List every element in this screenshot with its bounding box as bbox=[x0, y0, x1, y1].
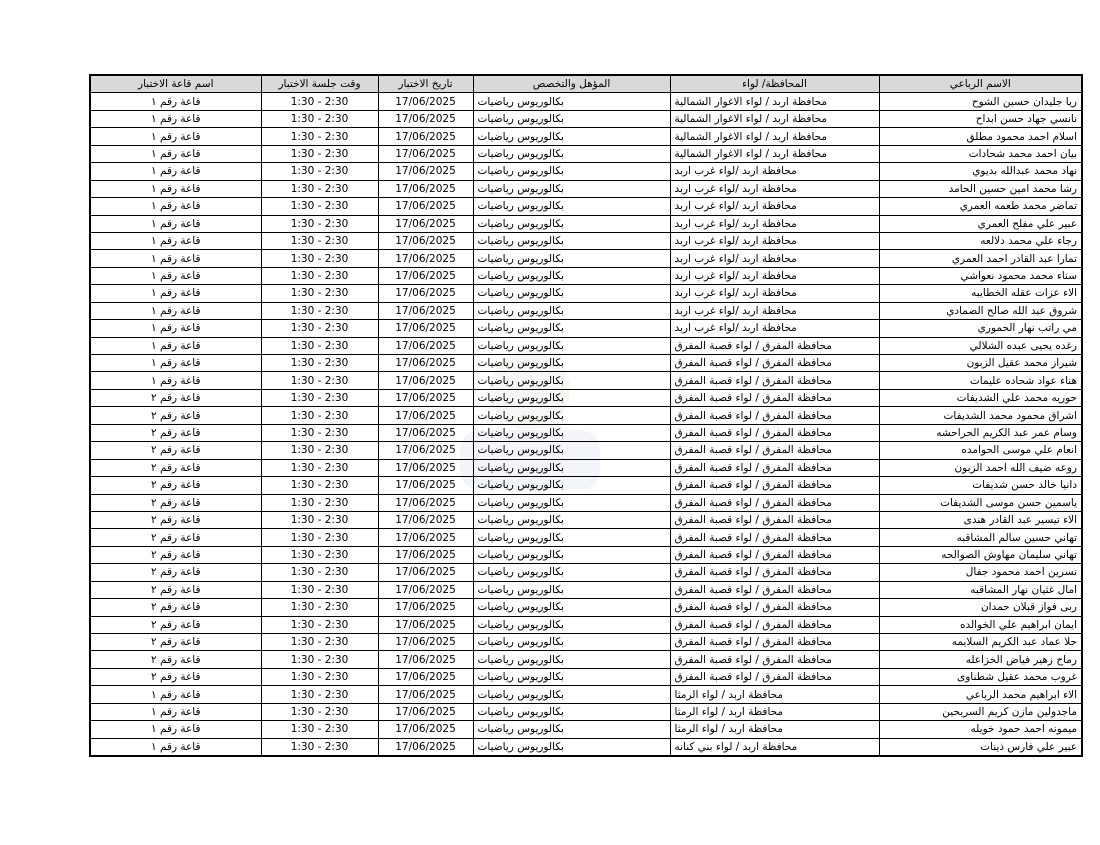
cell-time: 1:30 - 2:30 bbox=[261, 250, 378, 267]
cell-hall: قاعة رقم ٢ bbox=[90, 634, 261, 651]
cell-name: تماضر محمد طعمه العمري bbox=[879, 198, 1082, 215]
cell-qualification: بكالوريوس رياضيات bbox=[473, 738, 670, 756]
cell-governorate: محافظة اربد / لواء الرمثا bbox=[670, 686, 879, 703]
cell-name: ربى فواز قبلان حمدان bbox=[879, 599, 1082, 616]
cell-name: اشراق محمود محمد الشديفات bbox=[879, 407, 1082, 424]
cell-time: 1:30 - 2:30 bbox=[261, 267, 378, 284]
cell-hall: قاعة رقم ١ bbox=[90, 215, 261, 232]
table-row bbox=[90, 180, 1082, 197]
cell-governorate: محافظة المفرق / لواء قصبة المفرق bbox=[670, 389, 879, 406]
cell-time: 1:30 - 2:30 bbox=[261, 668, 378, 685]
cell-hall: قاعة رقم ١ bbox=[90, 721, 261, 738]
table-row bbox=[90, 686, 1082, 703]
cell-governorate: محافظة المفرق / لواء قصبة المفرق bbox=[670, 355, 879, 372]
cell-date: 17/06/2025 bbox=[378, 668, 473, 685]
cell-qualification: بكالوريوس رياضيات bbox=[473, 424, 670, 441]
cell-hall: قاعة رقم ١ bbox=[90, 232, 261, 249]
cell-date: 17/06/2025 bbox=[378, 215, 473, 232]
header-name: الاسم الرباعي bbox=[879, 75, 1082, 93]
cell-qualification: بكالوريوس رياضيات bbox=[473, 581, 670, 598]
cell-qualification: بكالوريوس رياضيات bbox=[473, 302, 670, 319]
header-qualification: المؤهل والتخصص bbox=[473, 75, 670, 93]
cell-qualification: بكالوريوس رياضيات bbox=[473, 145, 670, 162]
cell-time: 1:30 - 2:30 bbox=[261, 511, 378, 528]
cell-time: 1:30 - 2:30 bbox=[261, 372, 378, 389]
cell-date: 17/06/2025 bbox=[378, 581, 473, 598]
cell-name: مي راتب نهار الحموري bbox=[879, 320, 1082, 337]
cell-date: 17/06/2025 bbox=[378, 407, 473, 424]
header-governorate: المحافظة/ لواء bbox=[670, 75, 879, 93]
cell-hall: قاعة رقم ١ bbox=[90, 686, 261, 703]
cell-hall: قاعة رقم ٢ bbox=[90, 389, 261, 406]
cell-governorate: محافظة اربد /لواء غرب اربد bbox=[670, 180, 879, 197]
cell-name: رجاء علي محمد دلالعه bbox=[879, 232, 1082, 249]
cell-name: الاء ابراهيم محمد الرباعي bbox=[879, 686, 1082, 703]
cell-name: ايمان ابراهيم علي الخوالده bbox=[879, 616, 1082, 633]
cell-qualification: بكالوريوس رياضيات bbox=[473, 477, 670, 494]
cell-time: 1:30 - 2:30 bbox=[261, 738, 378, 756]
table-row bbox=[90, 198, 1082, 215]
cell-time: 1:30 - 2:30 bbox=[261, 616, 378, 633]
cell-qualification: بكالوريوس رياضيات bbox=[473, 668, 670, 685]
cell-governorate: محافظة المفرق / لواء قصبة المفرق bbox=[670, 529, 879, 546]
cell-governorate: محافظة المفرق / لواء قصبة المفرق bbox=[670, 668, 879, 685]
cell-time: 1:30 - 2:30 bbox=[261, 599, 378, 616]
cell-name: حلا عماد عبد الكريم السلايمه bbox=[879, 634, 1082, 651]
cell-hall: قاعة رقم ١ bbox=[90, 110, 261, 127]
cell-qualification: بكالوريوس رياضيات bbox=[473, 93, 670, 110]
cell-name: عبير علي فارس ذينات bbox=[879, 738, 1082, 756]
table-row bbox=[90, 128, 1082, 145]
cell-time: 1:30 - 2:30 bbox=[261, 215, 378, 232]
cell-date: 17/06/2025 bbox=[378, 599, 473, 616]
cell-governorate: محافظة المفرق / لواء قصبة المفرق bbox=[670, 442, 879, 459]
cell-time: 1:30 - 2:30 bbox=[261, 546, 378, 563]
cell-name: ياسمين حسن موسى الشديفات bbox=[879, 494, 1082, 511]
cell-date: 17/06/2025 bbox=[378, 163, 473, 180]
cell-governorate: محافظة اربد /لواء غرب اربد bbox=[670, 267, 879, 284]
cell-hall: قاعة رقم ٢ bbox=[90, 442, 261, 459]
table-row bbox=[90, 285, 1082, 302]
cell-date: 17/06/2025 bbox=[378, 145, 473, 162]
cell-date: 17/06/2025 bbox=[378, 302, 473, 319]
cell-governorate: محافظة المفرق / لواء قصبة المفرق bbox=[670, 564, 879, 581]
cell-date: 17/06/2025 bbox=[378, 232, 473, 249]
cell-governorate: محافظة اربد / لواء الاغوار الشمالية bbox=[670, 128, 879, 145]
cell-qualification: بكالوريوس رياضيات bbox=[473, 564, 670, 581]
cell-name: الاء تيسير عبد القادر هندى bbox=[879, 511, 1082, 528]
exam-schedule-table bbox=[89, 74, 1083, 757]
cell-qualification: بكالوريوس رياضيات bbox=[473, 634, 670, 651]
table-row bbox=[90, 738, 1082, 756]
cell-name: نسرين احمد محمود جفال bbox=[879, 564, 1082, 581]
cell-time: 1:30 - 2:30 bbox=[261, 721, 378, 738]
cell-time: 1:30 - 2:30 bbox=[261, 686, 378, 703]
cell-time: 1:30 - 2:30 bbox=[261, 93, 378, 110]
cell-time: 1:30 - 2:30 bbox=[261, 581, 378, 598]
cell-governorate: محافظة المفرق / لواء قصبة المفرق bbox=[670, 337, 879, 354]
cell-date: 17/06/2025 bbox=[378, 459, 473, 476]
table-body bbox=[90, 93, 1082, 756]
cell-hall: قاعة رقم ١ bbox=[90, 355, 261, 372]
table-row bbox=[90, 564, 1082, 581]
cell-name: دانيا خالد حسن شديفات bbox=[879, 477, 1082, 494]
cell-hall: قاعة رقم ١ bbox=[90, 337, 261, 354]
table-row bbox=[90, 494, 1082, 511]
cell-time: 1:30 - 2:30 bbox=[261, 494, 378, 511]
cell-governorate: محافظة المفرق / لواء قصبة المفرق bbox=[670, 459, 879, 476]
cell-date: 17/06/2025 bbox=[378, 320, 473, 337]
cell-qualification: بكالوريوس رياضيات bbox=[473, 651, 670, 668]
cell-qualification: بكالوريوس رياضيات bbox=[473, 686, 670, 703]
cell-hall: قاعة رقم ١ bbox=[90, 372, 261, 389]
cell-date: 17/06/2025 bbox=[378, 511, 473, 528]
table-row bbox=[90, 546, 1082, 563]
cell-governorate: محافظة المفرق / لواء قصبة المفرق bbox=[670, 634, 879, 651]
cell-hall: قاعة رقم ٢ bbox=[90, 529, 261, 546]
table-header-row bbox=[90, 75, 1082, 93]
cell-hall: قاعة رقم ٢ bbox=[90, 616, 261, 633]
cell-time: 1:30 - 2:30 bbox=[261, 232, 378, 249]
cell-time: 1:30 - 2:30 bbox=[261, 634, 378, 651]
cell-hall: قاعة رقم ١ bbox=[90, 180, 261, 197]
table-row bbox=[90, 337, 1082, 354]
table-row bbox=[90, 477, 1082, 494]
cell-name: شروق عبد الله صالح الصمادي bbox=[879, 302, 1082, 319]
cell-name: رشا محمد امين حسين الحامد bbox=[879, 180, 1082, 197]
cell-qualification: بكالوريوس رياضيات bbox=[473, 267, 670, 284]
cell-time: 1:30 - 2:30 bbox=[261, 163, 378, 180]
cell-name: وسام عمر عبد الكريم الحراحشه bbox=[879, 424, 1082, 441]
cell-time: 1:30 - 2:30 bbox=[261, 302, 378, 319]
cell-date: 17/06/2025 bbox=[378, 442, 473, 459]
header-hall: اسم قاعة الاختبار bbox=[90, 75, 261, 93]
cell-hall: قاعة رقم ٢ bbox=[90, 651, 261, 668]
table-row bbox=[90, 651, 1082, 668]
cell-date: 17/06/2025 bbox=[378, 721, 473, 738]
cell-name: تهاني سليمان مهاوش الصوالحه bbox=[879, 546, 1082, 563]
cell-name: بيان احمد محمد شحادات bbox=[879, 145, 1082, 162]
cell-name: رماح زهير فياض الخزاعله bbox=[879, 651, 1082, 668]
cell-governorate: محافظة اربد /لواء غرب اربد bbox=[670, 163, 879, 180]
cell-name: روعه ضيف الله احمد الزبون bbox=[879, 459, 1082, 476]
cell-time: 1:30 - 2:30 bbox=[261, 459, 378, 476]
cell-name: الاء عزات عقله الخطايبه bbox=[879, 285, 1082, 302]
cell-hall: قاعة رقم ١ bbox=[90, 703, 261, 720]
cell-date: 17/06/2025 bbox=[378, 686, 473, 703]
cell-hall: قاعة رقم ٢ bbox=[90, 564, 261, 581]
cell-time: 1:30 - 2:30 bbox=[261, 145, 378, 162]
cell-hall: قاعة رقم ٢ bbox=[90, 459, 261, 476]
cell-name: اسلام احمد محمود مطلق bbox=[879, 128, 1082, 145]
table-row bbox=[90, 703, 1082, 720]
cell-qualification: بكالوريوس رياضيات bbox=[473, 407, 670, 424]
cell-governorate: محافظة اربد /لواء غرب اربد bbox=[670, 198, 879, 215]
cell-date: 17/06/2025 bbox=[378, 198, 473, 215]
cell-name: هناء عواد شحاده عليمات bbox=[879, 372, 1082, 389]
cell-date: 17/06/2025 bbox=[378, 634, 473, 651]
cell-governorate: محافظة اربد /لواء غرب اربد bbox=[670, 320, 879, 337]
cell-time: 1:30 - 2:30 bbox=[261, 389, 378, 406]
cell-qualification: بكالوريوس رياضيات bbox=[473, 703, 670, 720]
cell-hall: قاعة رقم ٢ bbox=[90, 581, 261, 598]
cell-governorate: محافظة المفرق / لواء قصبة المفرق bbox=[670, 494, 879, 511]
cell-governorate: محافظة اربد / لواء الاغوار الشمالية bbox=[670, 110, 879, 127]
cell-qualification: بكالوريوس رياضيات bbox=[473, 250, 670, 267]
cell-governorate: محافظة المفرق / لواء قصبة المفرق bbox=[670, 616, 879, 633]
table-row bbox=[90, 215, 1082, 232]
cell-qualification: بكالوريوس رياضيات bbox=[473, 163, 670, 180]
table-row bbox=[90, 110, 1082, 127]
cell-name: ريا جليدان حسين الشوح bbox=[879, 93, 1082, 110]
cell-hall: قاعة رقم ١ bbox=[90, 250, 261, 267]
cell-qualification: بكالوريوس رياضيات bbox=[473, 494, 670, 511]
cell-date: 17/06/2025 bbox=[378, 651, 473, 668]
cell-hall: قاعة رقم ٢ bbox=[90, 494, 261, 511]
cell-qualification: بكالوريوس رياضيات bbox=[473, 337, 670, 354]
cell-date: 17/06/2025 bbox=[378, 738, 473, 756]
cell-date: 17/06/2025 bbox=[378, 616, 473, 633]
cell-date: 17/06/2025 bbox=[378, 110, 473, 127]
cell-hall: قاعة رقم ١ bbox=[90, 163, 261, 180]
cell-qualification: بكالوريوس رياضيات bbox=[473, 232, 670, 249]
cell-governorate: محافظة اربد /لواء غرب اربد bbox=[670, 232, 879, 249]
cell-hall: قاعة رقم ١ bbox=[90, 145, 261, 162]
cell-date: 17/06/2025 bbox=[378, 564, 473, 581]
cell-time: 1:30 - 2:30 bbox=[261, 424, 378, 441]
cell-date: 17/06/2025 bbox=[378, 180, 473, 197]
cell-qualification: بكالوريوس رياضيات bbox=[473, 180, 670, 197]
cell-name: عبير علي مفلح العمري bbox=[879, 215, 1082, 232]
cell-hall: قاعة رقم ٢ bbox=[90, 546, 261, 563]
cell-governorate: محافظة اربد / لواء بني كنانه bbox=[670, 738, 879, 756]
cell-qualification: بكالوريوس رياضيات bbox=[473, 599, 670, 616]
cell-name: امال غثيان نهار المشاقبه bbox=[879, 581, 1082, 598]
cell-time: 1:30 - 2:30 bbox=[261, 407, 378, 424]
table-row bbox=[90, 721, 1082, 738]
cell-name: نهاد محمد عبدالله بديوي bbox=[879, 163, 1082, 180]
cell-qualification: بكالوريوس رياضيات bbox=[473, 529, 670, 546]
cell-qualification: بكالوريوس رياضيات bbox=[473, 616, 670, 633]
cell-time: 1:30 - 2:30 bbox=[261, 529, 378, 546]
cell-date: 17/06/2025 bbox=[378, 128, 473, 145]
cell-hall: قاعة رقم ٢ bbox=[90, 599, 261, 616]
cell-name: ماجدولين مازن كريم السريحين bbox=[879, 703, 1082, 720]
cell-name: نانسي جهاد حسن ابداح bbox=[879, 110, 1082, 127]
cell-time: 1:30 - 2:30 bbox=[261, 110, 378, 127]
table-row bbox=[90, 511, 1082, 528]
cell-time: 1:30 - 2:30 bbox=[261, 337, 378, 354]
cell-hall: قاعة رقم ١ bbox=[90, 198, 261, 215]
cell-hall: قاعة رقم ٢ bbox=[90, 407, 261, 424]
cell-date: 17/06/2025 bbox=[378, 267, 473, 284]
cell-time: 1:30 - 2:30 bbox=[261, 651, 378, 668]
table-row bbox=[90, 424, 1082, 441]
table-row bbox=[90, 320, 1082, 337]
header-time: وقت جلسة الاختبار bbox=[261, 75, 378, 93]
cell-qualification: بكالوريوس رياضيات bbox=[473, 372, 670, 389]
cell-time: 1:30 - 2:30 bbox=[261, 703, 378, 720]
cell-hall: قاعة رقم ٢ bbox=[90, 511, 261, 528]
cell-name: تمارا عبد القادر احمد العمري bbox=[879, 250, 1082, 267]
cell-time: 1:30 - 2:30 bbox=[261, 285, 378, 302]
cell-governorate: محافظة المفرق / لواء قصبة المفرق bbox=[670, 407, 879, 424]
cell-name: شيراز محمد عقيل الزبون bbox=[879, 355, 1082, 372]
cell-date: 17/06/2025 bbox=[378, 424, 473, 441]
cell-time: 1:30 - 2:30 bbox=[261, 320, 378, 337]
cell-qualification: بكالوريوس رياضيات bbox=[473, 459, 670, 476]
cell-governorate: محافظة اربد / لواء الرمثا bbox=[670, 721, 879, 738]
cell-governorate: محافظة المفرق / لواء قصبة المفرق bbox=[670, 581, 879, 598]
cell-name: رغده يحيى عبده الشلالي bbox=[879, 337, 1082, 354]
cell-date: 17/06/2025 bbox=[378, 285, 473, 302]
cell-hall: قاعة رقم ١ bbox=[90, 93, 261, 110]
table-row bbox=[90, 668, 1082, 685]
table-row bbox=[90, 634, 1082, 651]
cell-governorate: محافظة المفرق / لواء قصبة المفرق bbox=[670, 477, 879, 494]
cell-date: 17/06/2025 bbox=[378, 546, 473, 563]
table-row bbox=[90, 232, 1082, 249]
cell-name: حوريه محمد علي الشديفات bbox=[879, 389, 1082, 406]
cell-name: غروب محمد عقيل شطناوى bbox=[879, 668, 1082, 685]
cell-date: 17/06/2025 bbox=[378, 389, 473, 406]
cell-governorate: محافظة المفرق / لواء قصبة المفرق bbox=[670, 599, 879, 616]
header-date: تاريخ الاختبار bbox=[378, 75, 473, 93]
cell-name: انعام علي موسى الحوامده bbox=[879, 442, 1082, 459]
cell-qualification: بكالوريوس رياضيات bbox=[473, 389, 670, 406]
table-row bbox=[90, 442, 1082, 459]
cell-hall: قاعة رقم ١ bbox=[90, 285, 261, 302]
cell-qualification: بكالوريوس رياضيات bbox=[473, 355, 670, 372]
cell-qualification: بكالوريوس رياضيات bbox=[473, 546, 670, 563]
table-row bbox=[90, 616, 1082, 633]
cell-qualification: بكالوريوس رياضيات bbox=[473, 128, 670, 145]
cell-qualification: بكالوريوس رياضيات bbox=[473, 285, 670, 302]
cell-governorate: محافظة اربد /لواء غرب اربد bbox=[670, 215, 879, 232]
cell-qualification: بكالوريوس رياضيات bbox=[473, 511, 670, 528]
cell-date: 17/06/2025 bbox=[378, 372, 473, 389]
cell-date: 17/06/2025 bbox=[378, 703, 473, 720]
cell-date: 17/06/2025 bbox=[378, 337, 473, 354]
cell-time: 1:30 - 2:30 bbox=[261, 442, 378, 459]
cell-time: 1:30 - 2:30 bbox=[261, 355, 378, 372]
cell-qualification: بكالوريوس رياضيات bbox=[473, 215, 670, 232]
cell-hall: قاعة رقم ١ bbox=[90, 267, 261, 284]
cell-governorate: محافظة اربد /لواء غرب اربد bbox=[670, 285, 879, 302]
table-row bbox=[90, 389, 1082, 406]
table-row bbox=[90, 372, 1082, 389]
cell-qualification: بكالوريوس رياضيات bbox=[473, 198, 670, 215]
cell-governorate: محافظة اربد /لواء غرب اربد bbox=[670, 302, 879, 319]
cell-hall: قاعة رقم ١ bbox=[90, 128, 261, 145]
cell-name: سناء محمد محمود نعواشي bbox=[879, 267, 1082, 284]
cell-governorate: محافظة اربد /لواء غرب اربد bbox=[670, 250, 879, 267]
table-row bbox=[90, 250, 1082, 267]
table-row bbox=[90, 163, 1082, 180]
cell-hall: قاعة رقم ١ bbox=[90, 738, 261, 756]
cell-date: 17/06/2025 bbox=[378, 355, 473, 372]
cell-governorate: محافظة اربد / لواء الاغوار الشمالية bbox=[670, 93, 879, 110]
cell-hall: قاعة رقم ٢ bbox=[90, 424, 261, 441]
cell-qualification: بكالوريوس رياضيات bbox=[473, 320, 670, 337]
table-row bbox=[90, 529, 1082, 546]
cell-qualification: بكالوريوس رياضيات bbox=[473, 442, 670, 459]
cell-governorate: محافظة المفرق / لواء قصبة المفرق bbox=[670, 424, 879, 441]
cell-governorate: محافظة اربد / لواء الرمثا bbox=[670, 703, 879, 720]
cell-time: 1:30 - 2:30 bbox=[261, 477, 378, 494]
table-row bbox=[90, 93, 1082, 110]
cell-hall: قاعة رقم ١ bbox=[90, 302, 261, 319]
exam-schedule-sheet bbox=[89, 74, 1081, 757]
cell-name: تهاني حسين سالم المشاقبه bbox=[879, 529, 1082, 546]
cell-governorate: محافظة اربد / لواء الاغوار الشمالية bbox=[670, 145, 879, 162]
cell-governorate: محافظة المفرق / لواء قصبة المفرق bbox=[670, 372, 879, 389]
cell-governorate: محافظة المفرق / لواء قصبة المفرق bbox=[670, 511, 879, 528]
cell-time: 1:30 - 2:30 bbox=[261, 198, 378, 215]
cell-hall: قاعة رقم ٢ bbox=[90, 477, 261, 494]
cell-governorate: محافظة المفرق / لواء قصبة المفرق bbox=[670, 546, 879, 563]
cell-time: 1:30 - 2:30 bbox=[261, 564, 378, 581]
cell-hall: قاعة رقم ٢ bbox=[90, 668, 261, 685]
table-row bbox=[90, 459, 1082, 476]
cell-qualification: بكالوريوس رياضيات bbox=[473, 110, 670, 127]
cell-date: 17/06/2025 bbox=[378, 93, 473, 110]
cell-date: 17/06/2025 bbox=[378, 494, 473, 511]
cell-hall: قاعة رقم ١ bbox=[90, 320, 261, 337]
cell-date: 17/06/2025 bbox=[378, 250, 473, 267]
table-row bbox=[90, 302, 1082, 319]
cell-time: 1:30 - 2:30 bbox=[261, 128, 378, 145]
table-row bbox=[90, 355, 1082, 372]
table-row bbox=[90, 581, 1082, 598]
table-row bbox=[90, 267, 1082, 284]
cell-time: 1:30 - 2:30 bbox=[261, 180, 378, 197]
cell-governorate: محافظة المفرق / لواء قصبة المفرق bbox=[670, 651, 879, 668]
cell-date: 17/06/2025 bbox=[378, 529, 473, 546]
table-row bbox=[90, 407, 1082, 424]
table-row bbox=[90, 145, 1082, 162]
cell-name: ميمونه احمد حمود خويله bbox=[879, 721, 1082, 738]
cell-date: 17/06/2025 bbox=[378, 477, 473, 494]
cell-qualification: بكالوريوس رياضيات bbox=[473, 721, 670, 738]
table-row bbox=[90, 599, 1082, 616]
